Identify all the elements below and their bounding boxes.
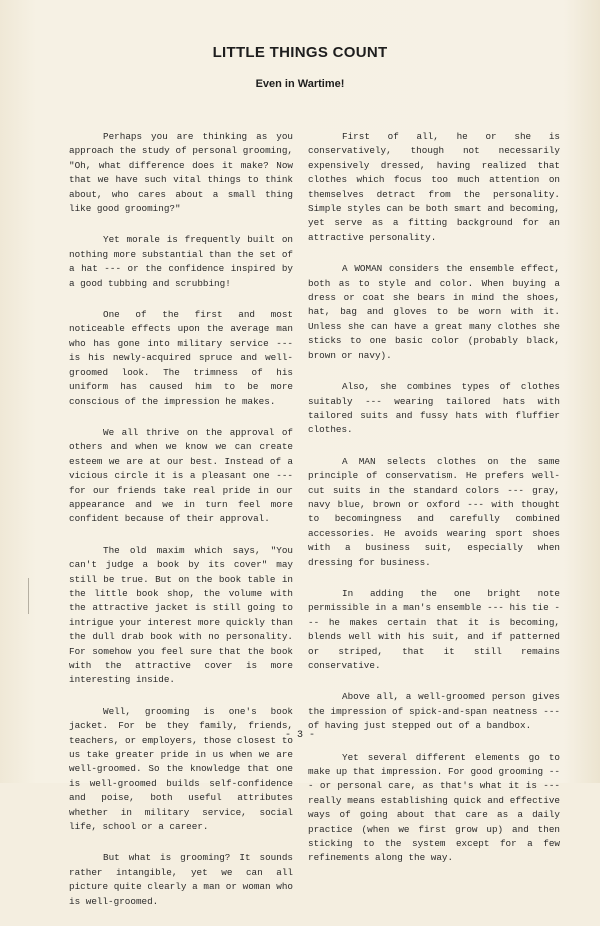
paragraph: Also, she combines types of clothes suitably --- wearing tailored hats with tailored suits and fussy hats with fluffier clothes. [308,381,560,436]
paragraph: A WOMAN considers the ensemble effect, both as to style and color. When buying a dress or coat she bears in mind the shoes, hat, bag and gloves to be worn with it. Unless she can have a great many clothes she sticks to one basic color (probably black, brown or navy). [308,263,560,361]
paragraph: A MAN selects clothes on the same principle of conservatism. He prefers well-cut suits in the standard colors --- gray, navy blue, brown or oxford --- with thought to becomingness and carefully combined accessories. He avoids wearing sport shoes with a business suit, especially when dressing for business. [308,455,560,568]
paragraph: In adding the one bright note permissible in a man's ensemble --- his tie --- he makes certain that it is becoming, blends well with his suit, and if patterned or striped, that it still remains conservative. [308,587,560,671]
paragraph: Yet morale is frequently built on nothing more substantial than the set of a hat --- or the confidence inspired by a good tubbing and scrubbing! [69,234,293,289]
margin-mark [28,578,34,614]
paragraph: Above all, a well-groomed person gives the impression of spick-and-span neatness --- of having just stepped out of a bandbox. [308,691,560,732]
paragraph: The old maxim which says, "You can't judge a book by its cover" may still be true. But on the book table in the little book shop, the volume with the attractive jacket is still going to intrigue your interest more quickly than the dull drab book with no personality. For somehow you feel sure that the book with the attractive cover is more interesting inside. [69,544,293,686]
paragraph: We all thrive on the approval of others and when we know we can create esteem we are at our best. Instead of a vicious circle it is a pleasant one --- for our friends take real pride in our appearance and we in turn feel more confident because of their approval. [69,426,293,525]
page-subtitle: Even in Wartime! [255,78,345,90]
right-column [308,130,560,883]
paragraph: Well, grooming is one's book jacket. For be they family, friends, teachers, or employers, those closest to us take greater pride in us when we are well-groomed. So the knowledge that one is well-groomed builds self-confidence and poise, both useful attributes whether in military service, social life, school or a career. [69,705,293,833]
paragraph: Yet several different elements go to make up that impression. For good grooming --- or personal care, as that's what it is --- really means establishing quick and effective ways of going about that care as a daily practice (when we first grow up) and then sticking to the system except for a few refinements along the way. [308,751,560,864]
paragraph: Perhaps you are thinking as you approach the study of personal grooming, "Oh, what difference does it make? Now that we have such vital things to think about, who cares about a small thing like good grooming?" [69,131,293,215]
paragraph: But what is grooming? It sounds rather intangible, yet we can all picture quite clearly a man or woman who is well-groomed. [69,852,293,907]
left-column [69,130,293,926]
page-number: - 3 - [284,730,315,741]
paragraph: One of the first and most noticeable effects upon the average man who has gone into military service --- is his newly-acquired spruce and well-groomed look. The trimness of his uniform has caused him to be more conscious of the impression he makes. [69,309,293,407]
page-title: LITTLE THINGS COUNT [212,44,388,61]
paragraph: First of all, he or she is conservatively, though not necessarily expensively dressed, having realized that clothes which focus too much attention on themselves detract from the personality. Simple styles can be both smart and becoming, yet serve as a fitting background for an attractive personality. [308,131,560,243]
